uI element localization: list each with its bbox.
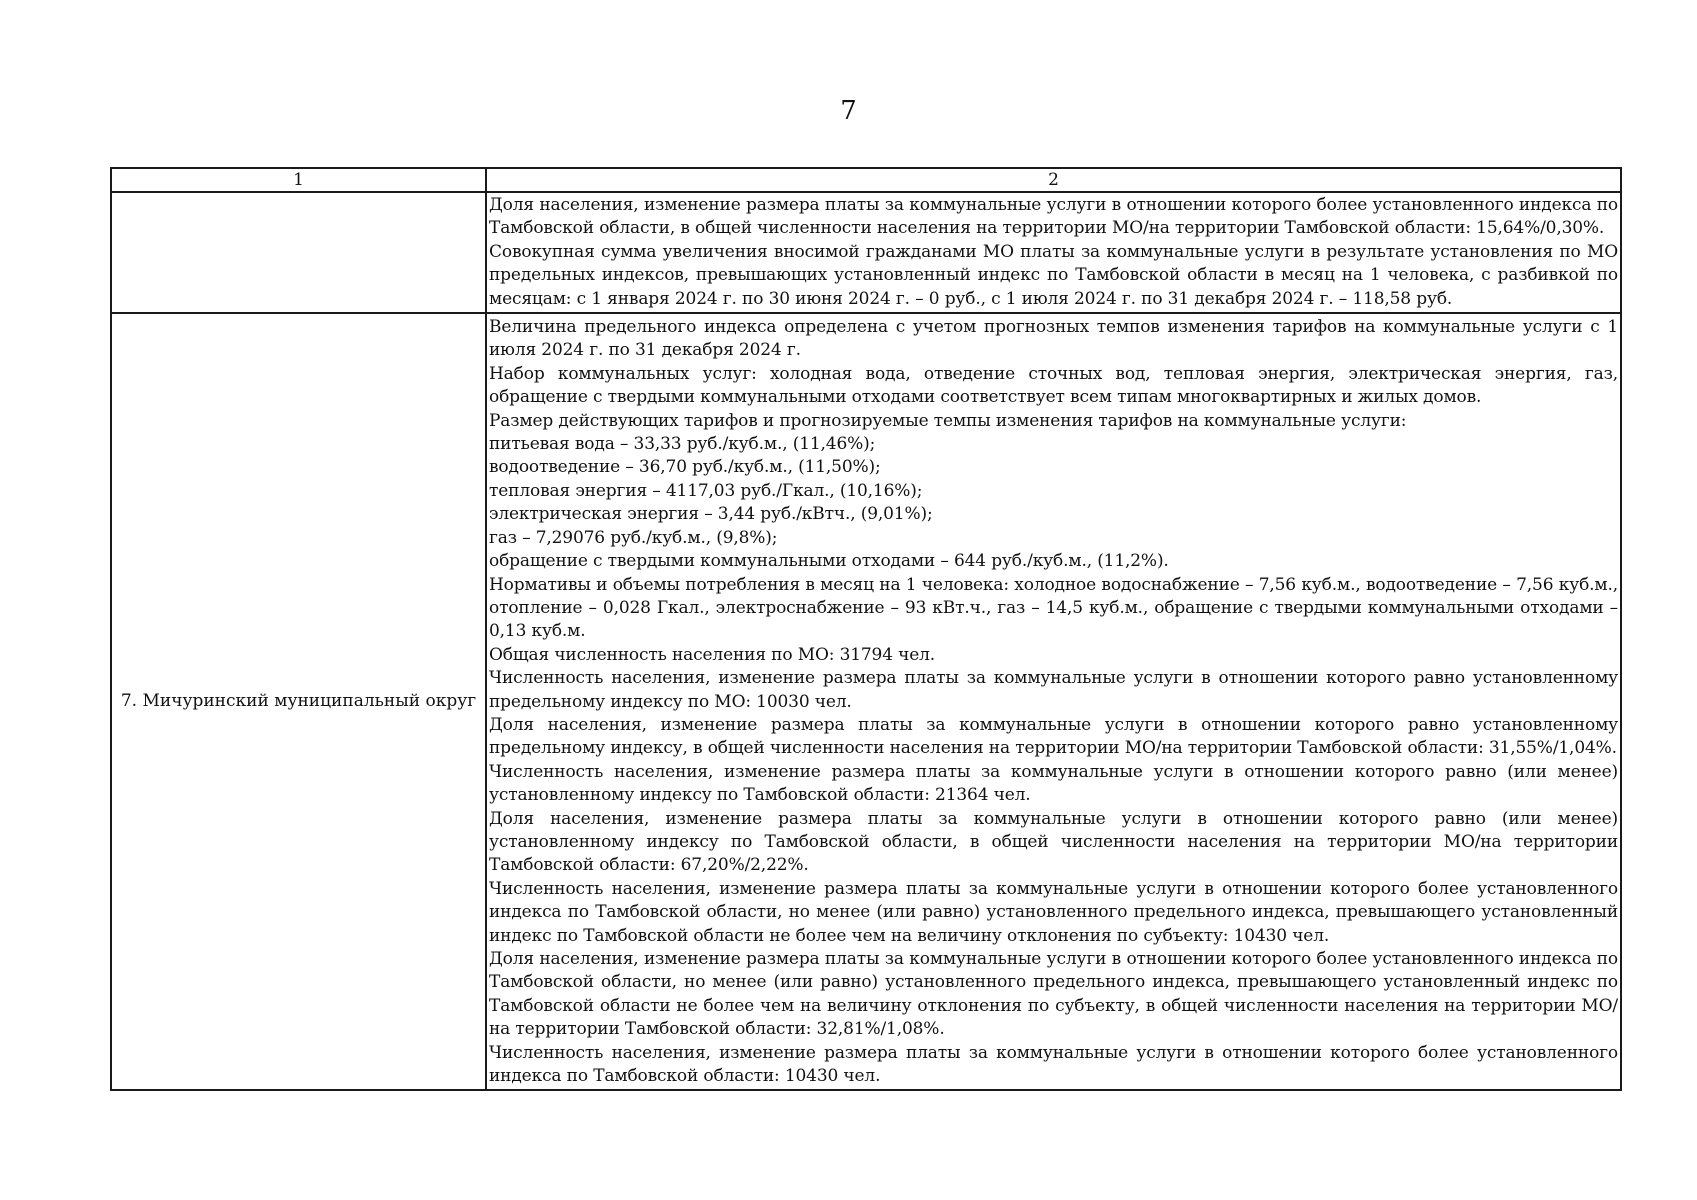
- description-cell: [486, 192, 1621, 313]
- column-header-1: 1: [111, 168, 486, 192]
- paragraph: Доля населения, изменение размера платы за коммунальные услуги в отношении которого более установленного индекса по Тамбовской области, в общей численности населения на территории МО/на территории Тамбовской области: 15,64%/0,30%.: [489, 195, 1618, 239]
- table-header-row: [111, 168, 1621, 192]
- table-row: [111, 313, 1621, 1090]
- tariff-item: газ – 7,29076 руб./куб.м., (9,8%);: [489, 527, 778, 548]
- table-row: [111, 192, 1621, 313]
- tariff-table: [110, 167, 1622, 1091]
- description-cell: [486, 313, 1621, 1090]
- page-number: 7: [840, 96, 857, 126]
- tariff-item: обращение с твердыми коммунальными отходами – 644 руб./куб.м., (11,2%).: [489, 551, 1169, 572]
- tariff-item: тепловая энергия – 4117,03 руб./Гкал., (10,16%);: [489, 480, 923, 501]
- municipality-cell: 7. Мичуринский муниципальный округ: [111, 313, 486, 1090]
- paragraph: Набор коммунальных услуг: холодная вода, отведение сточных вод, тепловая энергия, электрическая энергия, газ, обращение с твердыми коммунальными отходами соответствует всем типам многоквартирных и жилых домов.: [489, 363, 1618, 408]
- tariff-item: электрическая энергия – 3,44 руб./кВтч., (9,01%);: [489, 504, 933, 525]
- tariff-item: питьевая вода – 33,33 руб./куб.м., (11,46%);: [489, 434, 876, 455]
- paragraph: Доля населения, изменение размера платы за коммунальные услуги в отношении которого равно (или менее) установленному индексу по Тамбовской области, в общей численности населения на территории МО/на территории Тамбовской области: 67,20%/2,22%.: [489, 808, 1618, 876]
- paragraph: Численность населения, изменение размера платы за коммунальные услуги в отношении которого более установленного индекса по Тамбовской области: 10430 чел.: [489, 1042, 1618, 1087]
- paragraph: Величина предельного индекса определена с учетом прогнозных темпов изменения тарифов на коммунальные услуги с 1 июля 2024 г. по 31 декабря 2024 г.: [489, 317, 1618, 361]
- municipality-cell: [111, 192, 486, 313]
- tariff-item: водоотведение – 36,70 руб./куб.м., (11,50%);: [489, 457, 881, 478]
- paragraph: Общая численность населения по МО: 31794 чел.: [489, 644, 936, 665]
- paragraph: Совокупная сумма увеличения вносимой гражданами МО платы за коммунальные услуги в результате установления по МО предельных индексов, превышающих установленный индекс по Тамбовской области в месяц на 1 человека, с разбивкой по месяцам: с 1 января 2024 г. по 30 июня 2024 г. – 0 руб., с 1 июля 2024 г. по 31 декабря 2024 г. – 118,58 руб.: [489, 241, 1618, 309]
- paragraph: Размер действующих тарифов и прогнозируемые темпы изменения тарифов на коммунальные услуги:: [489, 410, 1407, 431]
- paragraph: Доля населения, изменение размера платы за коммунальные услуги в отношении которого более установленного индекса по Тамбовской области, но менее (или равно) установленного предельного индекса, превышающего установленный индекс по Тамбовской области не более чем на величину отклонения по субъекту, в общей численности населения на территории МО/на территории Тамбовской области: 32,81%/1,08%.: [489, 949, 1618, 1040]
- paragraph: Численность населения, изменение размера платы за коммунальные услуги в отношении которого равно (или менее) установленному индексу по Тамбовской области: 21364 чел.: [489, 761, 1618, 806]
- column-header-2: 2: [486, 168, 1621, 192]
- paragraph: Нормативы и объемы потребления в месяц на 1 человека: холодное водоснабжение – 7,56 куб.м., водоотведение – 7,56 куб.м., отопление – 0,028 Гкал., электроснабжение – 93 кВт.ч., газ – 14,5 куб.м., обращение с твердыми коммунальными отходами – 0,13 куб.м.: [489, 574, 1618, 642]
- paragraph: Численность населения, изменение размера платы за коммунальные услуги в отношении которого более установленного индекса по Тамбовской области, но менее (или равно) установленного предельного индекса, превышающего установленный индекс по Тамбовской области не более чем на величину отклонения по субъекту: 10430 чел.: [489, 878, 1618, 946]
- paragraph: Численность населения, изменение размера платы за коммунальные услуги в отношении которого равно установленному предельному индексу по МО: 10030 чел.: [489, 668, 1618, 712]
- paragraph: Доля населения, изменение размера платы за коммунальные услуги в отношении которого равно установленному предельному индексу, в общей численности населения на территории МО/на территории Тамбовской области: 31,55%/1,04%.: [489, 714, 1618, 759]
